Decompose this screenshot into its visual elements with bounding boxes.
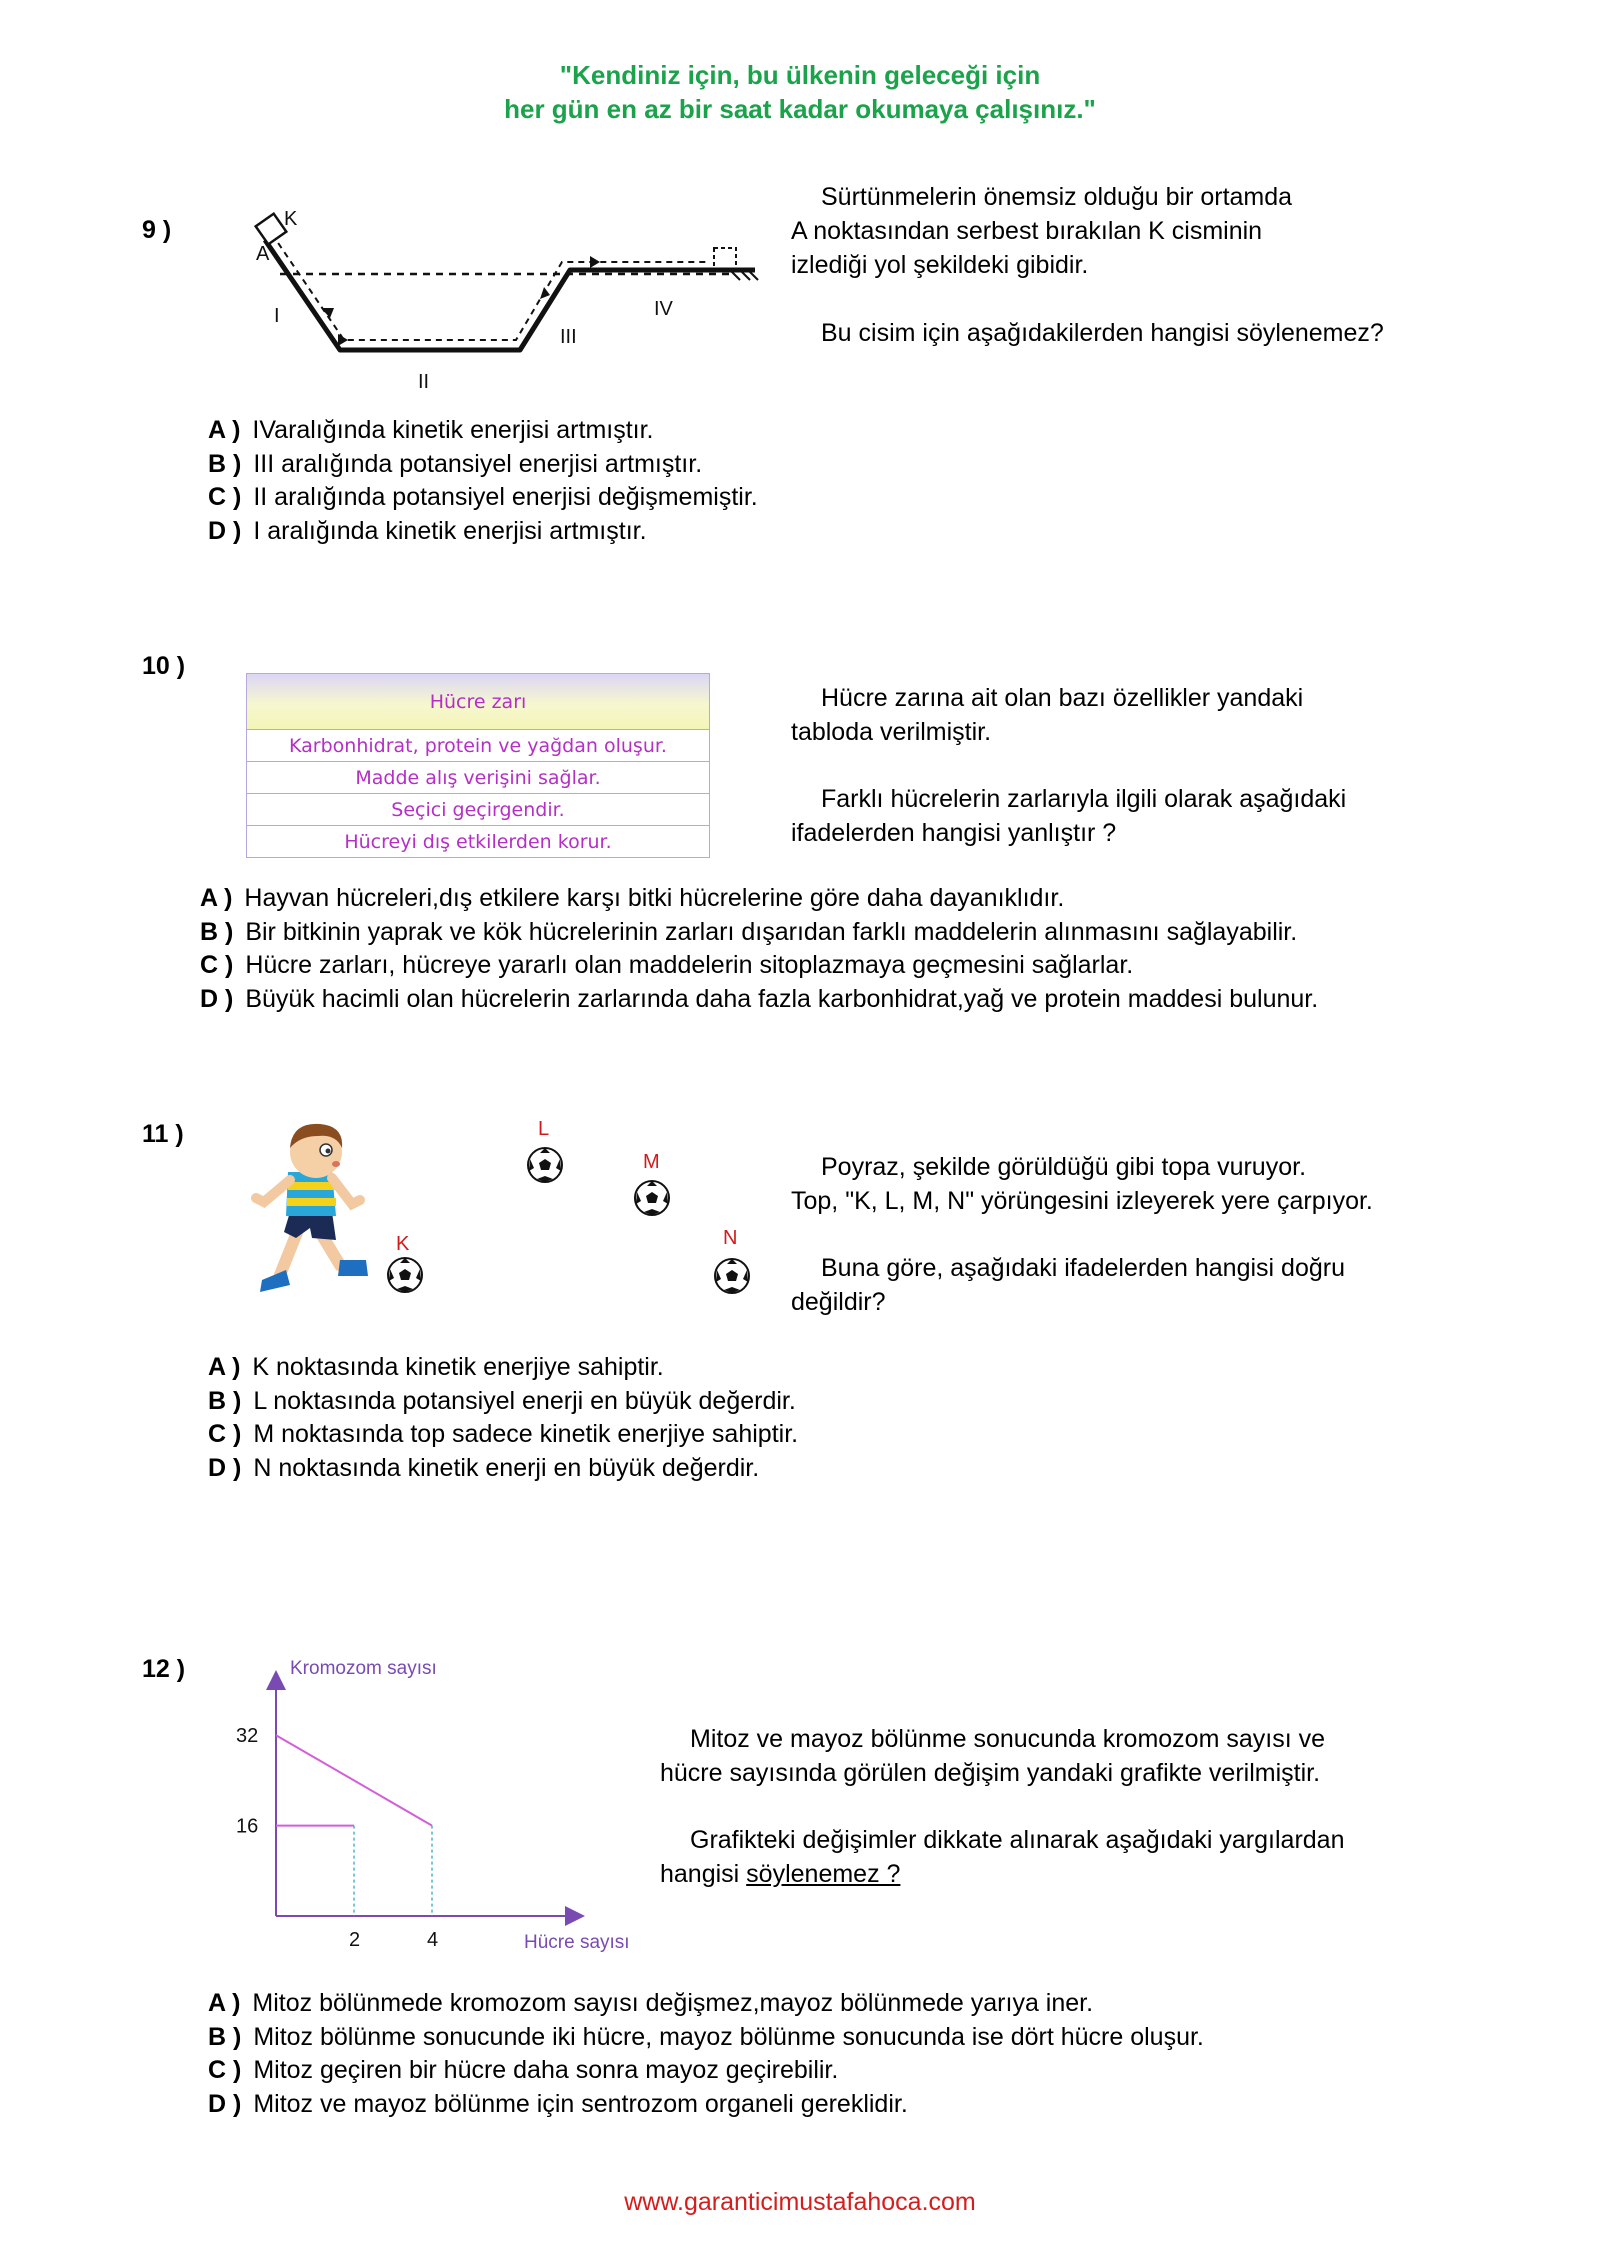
q11-option-d[interactable] bbox=[208, 1452, 798, 1486]
q11-options bbox=[208, 1351, 798, 1485]
q9-text-line-2: A noktasından serbest bırakılan K cisminin bbox=[791, 217, 1263, 245]
option-text: Bir bitkinin yaprak ve kök hücrelerinin zarları dışarıdan farklı maddelerin alınmasını sağlayabilir. bbox=[245, 917, 1298, 946]
q12-text-line-1: Mitoz ve mayoz bölünme sonucunda kromozom sayısı ve bbox=[690, 1725, 1325, 1753]
option-letter: A ) bbox=[208, 1989, 241, 2017]
q10-stem bbox=[791, 681, 1551, 850]
q11-question-line-2: değildir? bbox=[791, 1288, 886, 1316]
option-text: Mitoz geçiren bir hücre daha sonra mayoz geçirebilir. bbox=[253, 2056, 839, 2084]
q9-question: Bu cisim için aşağıdakilerden hangisi söylenemez? bbox=[821, 319, 1384, 347]
ball-l bbox=[528, 1148, 562, 1182]
option-letter: C ) bbox=[208, 2056, 242, 2084]
option-text: I aralığında kinetik enerjisi artmıştır. bbox=[253, 516, 647, 545]
option-text: L noktasında potansiyel enerji en büyük değerdir. bbox=[253, 1386, 796, 1415]
option-letter: D ) bbox=[200, 984, 234, 1013]
q10-option-a[interactable] bbox=[200, 882, 1318, 916]
ball-k bbox=[388, 1258, 422, 1292]
option-letter: B ) bbox=[208, 1386, 242, 1415]
option-letter: A ) bbox=[200, 884, 233, 912]
q11-option-b[interactable] bbox=[208, 1385, 798, 1419]
question-11-number: 11 ) bbox=[142, 1120, 184, 1148]
q12-option-c[interactable] bbox=[208, 2054, 1204, 2088]
q10-options bbox=[200, 882, 1318, 1016]
q9-stem bbox=[791, 180, 1551, 350]
q10-option-d[interactable] bbox=[200, 983, 1318, 1017]
x-tick-label: 4 bbox=[427, 1929, 439, 1951]
q9-option-b[interactable] bbox=[208, 448, 758, 482]
option-letter: D ) bbox=[208, 516, 242, 545]
q10-option-c[interactable] bbox=[200, 949, 1318, 983]
q9-option-a[interactable] bbox=[208, 414, 758, 448]
option-text: Mitoz bölünmede kromozom sayısı değişmez,mayoz bölünmede yarıya iner. bbox=[252, 1989, 1094, 2017]
option-letter: A ) bbox=[208, 416, 241, 444]
option-text: K noktasında kinetik enerjiye sahiptir. bbox=[252, 1353, 664, 1381]
ball-m bbox=[635, 1181, 669, 1215]
option-letter: A ) bbox=[208, 1353, 241, 1381]
question-10-number: 10 ) bbox=[142, 652, 186, 680]
q10-question-line-2: ifadelerden hangisi yanlıştır ? bbox=[791, 819, 1117, 847]
option-letter: C ) bbox=[208, 1420, 242, 1448]
table-header: Hücre zarı bbox=[247, 674, 709, 730]
option-text: IVaralığında kinetik enerjisi artmıştır. bbox=[252, 416, 654, 444]
option-letter: B ) bbox=[208, 2022, 242, 2051]
q11-text-line-1: Poyraz, şekilde görüldüğü gibi topa vuruyor. bbox=[821, 1153, 1307, 1181]
option-text: Mitoz bölünme sonucunde iki hücre, mayoz bölünme sonucunda ise dört hücre oluşur. bbox=[253, 2022, 1204, 2051]
option-letter: B ) bbox=[208, 449, 242, 478]
q9-label-iv: IV bbox=[654, 298, 673, 320]
option-letter: D ) bbox=[208, 1453, 242, 1482]
option-text: II aralığında potansiyel enerjisi değişmemiştir. bbox=[253, 483, 758, 511]
table-row: Seçici geçirgendir. bbox=[247, 793, 709, 825]
option-text: M noktasında top sadece kinetik enerjiye sahiptir. bbox=[253, 1420, 799, 1448]
q12-text-line-2: hücre sayısında görülen değişim yandaki grafikte verilmiştir. bbox=[660, 1759, 1321, 1787]
ball-n bbox=[715, 1259, 749, 1293]
q9-option-d[interactable] bbox=[208, 515, 758, 549]
table-row: Karbonhidrat, protein ve yağdan oluşur. bbox=[289, 734, 667, 757]
q9-label-ii: II bbox=[418, 371, 430, 393]
q9-text-line-1: Sürtünmelerin önemsiz olduğu bir ortamda bbox=[821, 183, 1293, 211]
option-text: III aralığında potansiyel enerjisi artmıştır. bbox=[253, 449, 703, 478]
boy-figure bbox=[256, 1124, 368, 1292]
option-letter: C ) bbox=[208, 483, 242, 511]
q9-label-k: K bbox=[284, 208, 298, 230]
q12-question-underlined: söylenemez ? bbox=[746, 1860, 901, 1888]
option-text: Büyük hacimli olan hücrelerin zarlarında daha fazla karbonhidrat,yağ ve protein maddesi bulunur. bbox=[245, 984, 1319, 1013]
q10-option-b[interactable] bbox=[200, 916, 1318, 950]
footer-website[interactable]: www.garanticimustafahoca.com bbox=[624, 2188, 976, 2216]
table-row: Madde alış verişini sağlar. bbox=[247, 761, 709, 793]
q12-question-line-2 bbox=[660, 1857, 1560, 1891]
y-tick-label: 16 bbox=[236, 1815, 259, 1838]
motto-line-1: "Kendiniz için, bu ülkenin geleceği için bbox=[559, 60, 1041, 90]
ball-label-k: K bbox=[396, 1233, 410, 1255]
q11-text-line-2: Top, "K, L, M, N" yörüngesini izleyerek yere çarpıyor. bbox=[791, 1187, 1373, 1215]
x-axis-label: Hücre sayısı bbox=[524, 1932, 630, 1953]
question-9-number: 9 ) bbox=[142, 216, 172, 244]
q11-option-c[interactable] bbox=[208, 1418, 798, 1452]
q10-text-line-2: tabloda verilmiştir. bbox=[791, 718, 992, 746]
option-letter: C ) bbox=[200, 951, 234, 979]
option-text: Hayvan hücreleri,dış etkilere karşı bitki hücrelerine göre daha dayanıklıdır. bbox=[244, 884, 1065, 912]
q9-label-i: I bbox=[274, 305, 280, 327]
q10-text-line-1: Hücre zarına ait olan bazı özellikler yandaki bbox=[821, 684, 1304, 712]
question-12-number: 12 ) bbox=[142, 1655, 186, 1683]
x-tick-label: 2 bbox=[349, 1929, 361, 1951]
table-row: Hücreyi dış etkilerden korur. bbox=[247, 825, 709, 857]
option-letter: D ) bbox=[208, 2089, 242, 2118]
q11-question-line-1: Buna göre, aşağıdaki ifadelerden hangisi doğru bbox=[821, 1254, 1345, 1282]
q11-option-a[interactable] bbox=[208, 1351, 798, 1385]
q9-option-c[interactable] bbox=[208, 481, 758, 515]
q11-stem bbox=[791, 1150, 1571, 1319]
q11-kick-figure bbox=[240, 1120, 760, 1320]
motto-line-2: her gün en az bir saat kadar okumaya çalışınız." bbox=[504, 94, 1096, 124]
option-text: Hücre zarları, hücreye yararlı olan maddelerin sitoplazmaya geçmesini sağlarlar. bbox=[245, 951, 1134, 979]
q12-question-line-1: Grafikteki değişimler dikkate alınarak aşağıdaki yargılardan bbox=[690, 1826, 1345, 1854]
q12-option-d[interactable] bbox=[208, 2088, 1204, 2122]
q9-track-figure bbox=[240, 200, 760, 400]
ball-label-n: N bbox=[723, 1227, 738, 1249]
option-text: N noktasında kinetik enerji en büyük değerdir. bbox=[253, 1453, 760, 1482]
ball-label-m: M bbox=[643, 1151, 660, 1173]
y-axis-label: Kromozom sayısı bbox=[290, 1658, 437, 1679]
q12-option-b[interactable] bbox=[208, 2021, 1204, 2055]
option-letter: B ) bbox=[200, 917, 234, 946]
q9-label-iii: III bbox=[560, 326, 577, 348]
q9-options bbox=[208, 414, 758, 548]
series-line-0 bbox=[276, 1735, 432, 1825]
q9-text-line-3: izlediği yol şekildeki gibidir. bbox=[791, 251, 1089, 279]
q12-stem bbox=[660, 1722, 1560, 1891]
chromosome-chart bbox=[220, 1650, 660, 1960]
q12-options bbox=[208, 1987, 1204, 2121]
q10-question-line-1: Farklı hücrelerin zarlarıyla ilgili olarak aşağıdaki bbox=[821, 785, 1347, 813]
q12-question-prefix: hangisi bbox=[660, 1860, 747, 1888]
y-tick-label: 32 bbox=[236, 1725, 259, 1748]
ball-label-l: L bbox=[538, 1118, 550, 1140]
option-text: Mitoz ve mayoz bölünme için sentrozom organeli gereklidir. bbox=[253, 2089, 908, 2118]
q12-option-a[interactable] bbox=[208, 1987, 1204, 2021]
q9-label-a: A bbox=[256, 243, 270, 265]
cell-membrane-table bbox=[246, 673, 710, 858]
